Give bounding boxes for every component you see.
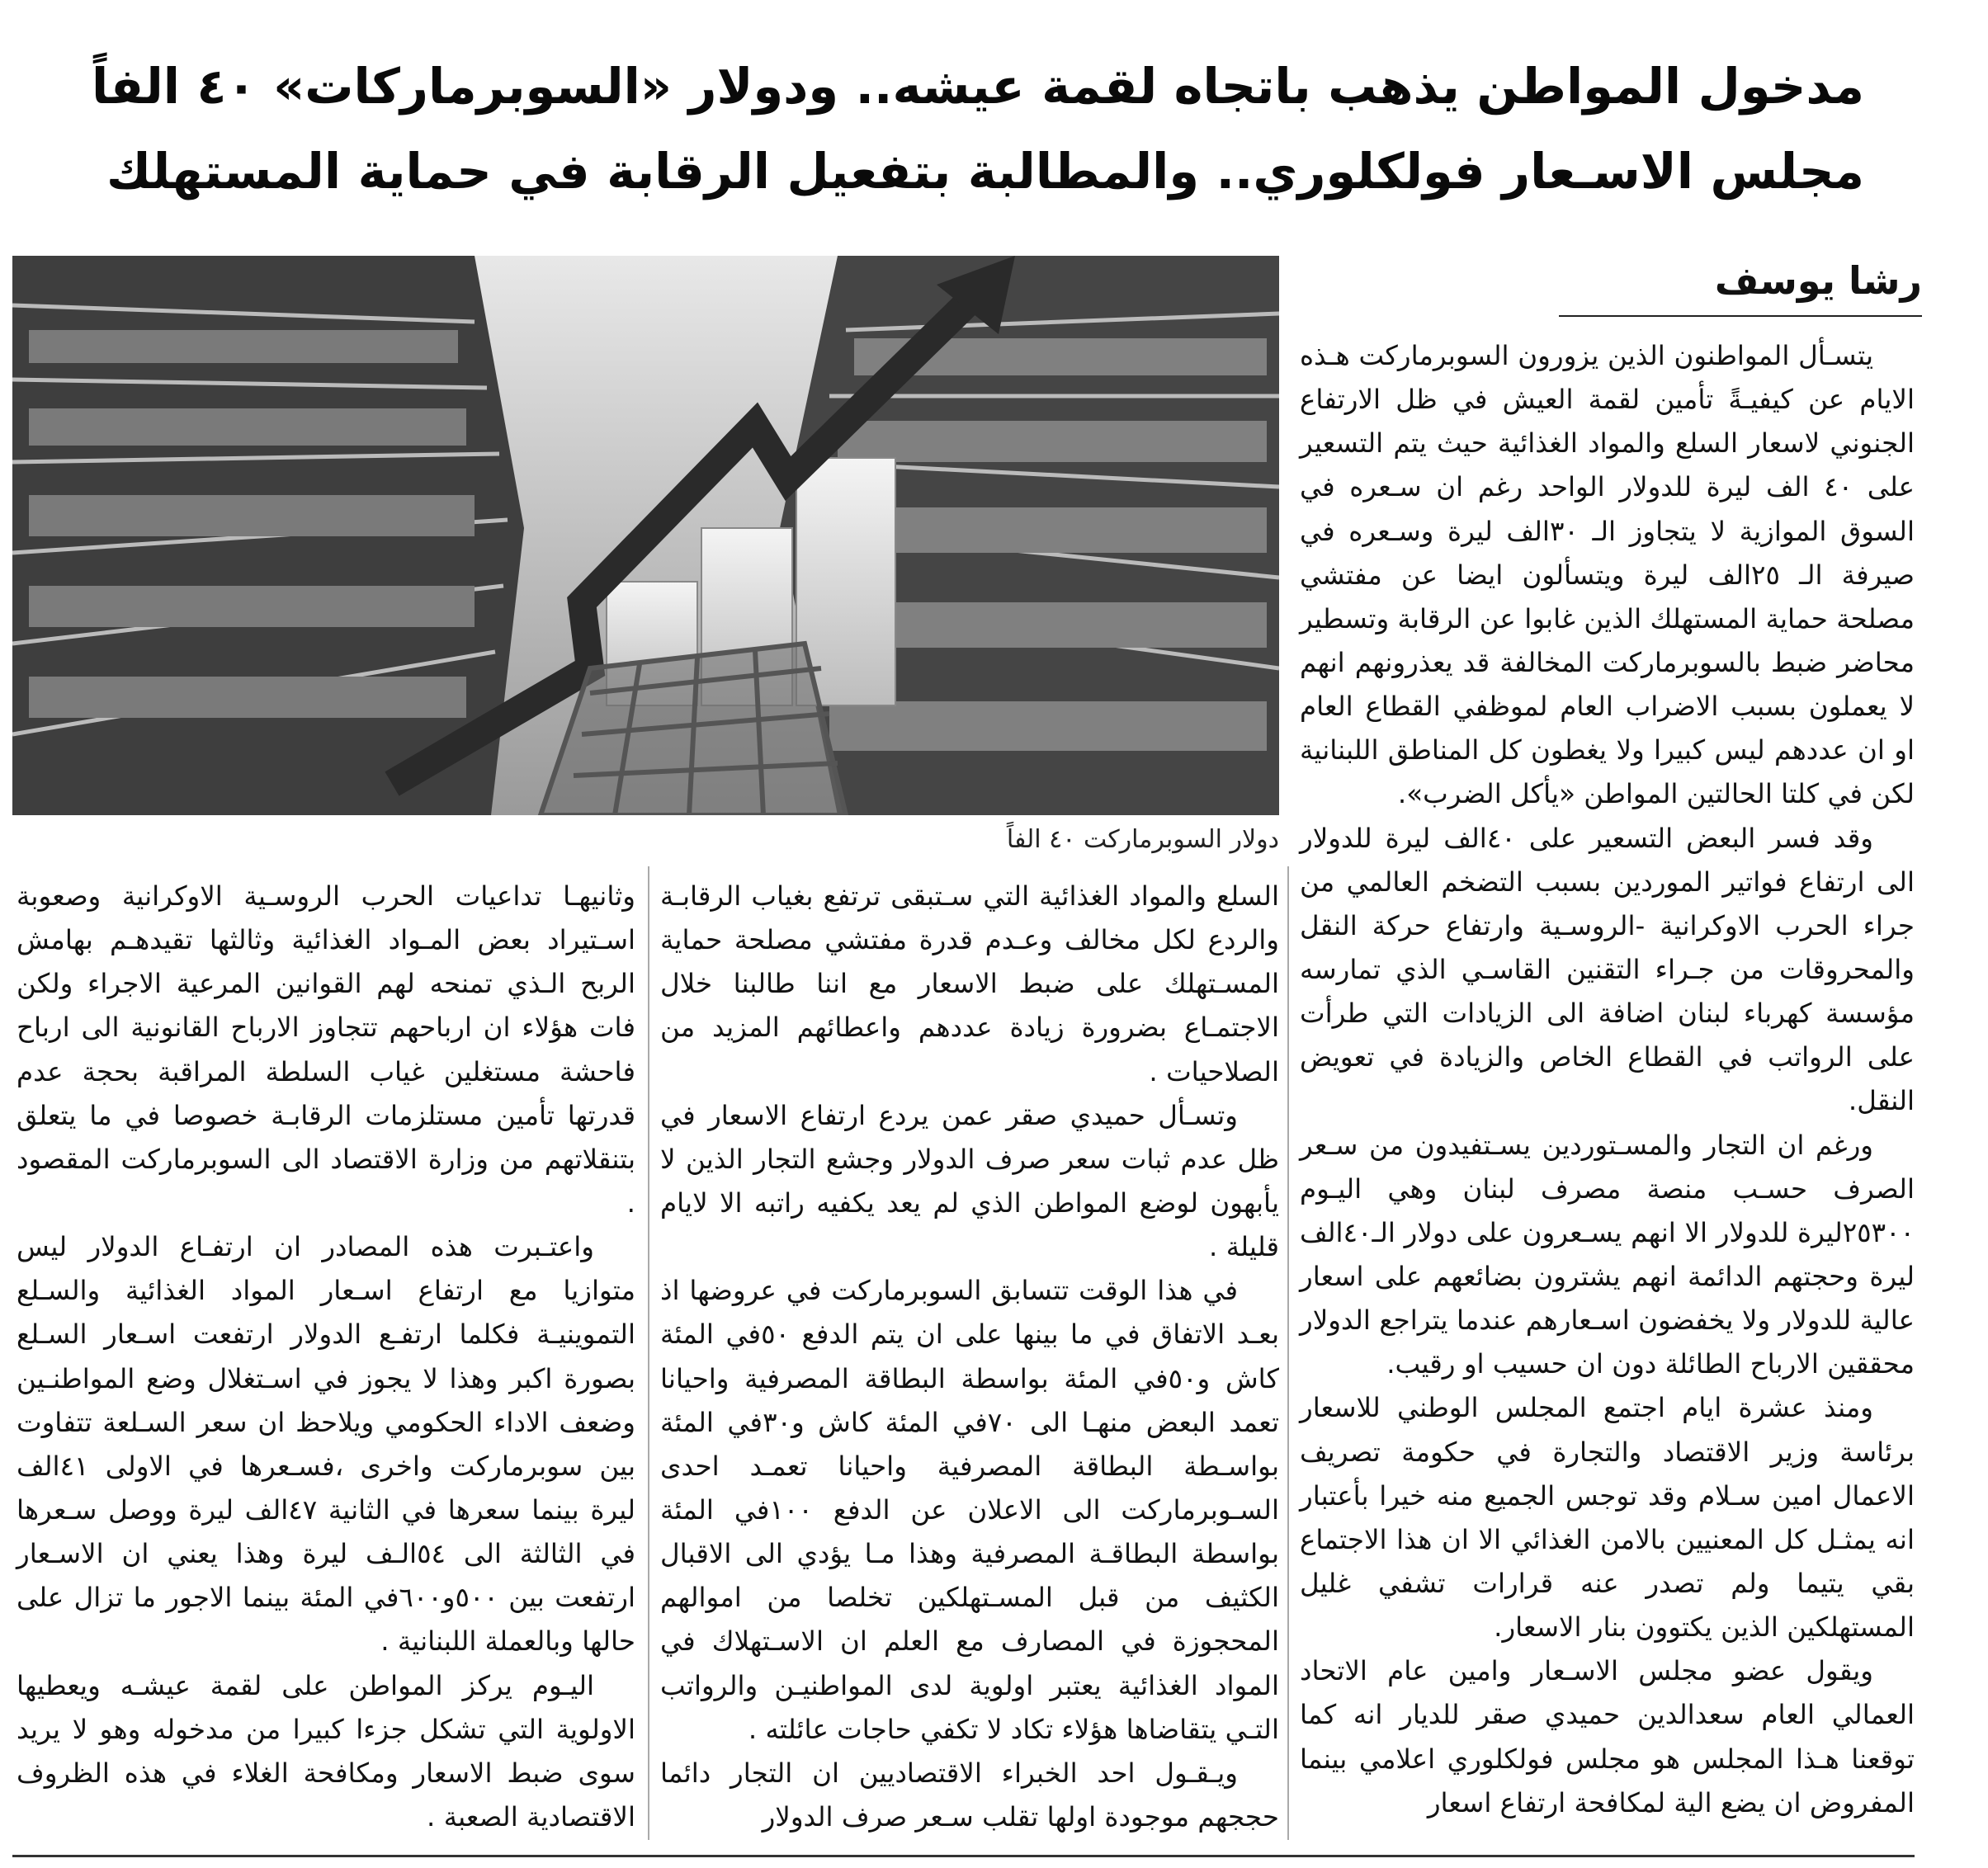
paragraph: يتسـأل المواطنون الذين يزورون السوبرماركت هـذه الايام عن كيفيـةً تأمين لقمة العيش في ظل الارتفاع الجنوني لاسعار السلع والمواد الغذائية حيث يتم التسعير على ٤٠ الف ليرة للدولار الواحد رغم ان سـعره في السوق الموازية لا يتجاوز الـ ٣٠الف ليرة وسـعره في صيرفة الـ ٢٥الف ليرة ويتسألون ايضا عن مفتشي مصلحة حماية المستهلك الذين غابوا عن الرقابة وتسطير محاضر ضبط بالسوبرماركت المخالفة قد يعذرونهم انهم لا يعملون بسبب الاضراب العام لموظفي القطاع العام او ان عددهم ليس كبيرا ولا يغطون كل المناطق اللبنانية لكن في كلتا الحالتين المواطن «يأكل الضرب». <box>1300 340 1915 810</box>
paragraph: في هذا الوقت تتسابق السوبرماركت في عروضها اذ بعـد الاتفاق في ما بينها على ان يتم الدفع ٥٠في المئة كاش و٥٠في المئة بواسطة البطاقة المصرفية واحيانا تعمد البعض منهـا الى ٧٠في المئة كاش و٣٠في المئة بواسـطة البطاقة المصرفية واحيانا تعمـد احدى السـوبرماركت الى الاعلان عن الدفع ١٠٠في المئة بواسطة البطاقـة المصرفية وهذا مـا يؤدي الى الاقبال الكثيف من قبل المسـتهلكين تخلصا من اموالهم المحجوزة في المصارف مع العلم ان الاسـتهلاك في المواد الغذائية يعتبر اولوية لدى المواطنيـن والرواتب التـي يتقاضاها هؤلاء تكاد لا تكفي حاجات عائلته . <box>660 1275 1279 1745</box>
column-divider <box>1287 866 1289 1840</box>
paragraph: ويقول عضو مجلس الاسـعار وامين عام الاتحاد العمالي العام سعدالدين حميدي صقر للديار انه كما توقعنا هـذا المجلس هو مجلس فولكلوري اعلامي بينما المفروض ان يضع الية لمكافحة ارتفاع اسعار <box>1300 1655 1915 1818</box>
paragraph: ومنذ عشرة ايام اجتمع المجلس الوطني للاسعار برئاسة وزير الاقتصاد والتجارة في حكومة تصريف الاعمال امين سـلام وقد توجس الجميع منه خيرا بأعتبار انه يمثـل كل المعنيين بالامن الغذائي الا ان هذا الاجتماع بقي يتيما ولم تصدر عنه قرارات تشفي غليل المستهلكين الذين يكتوون بنار الاسعار. <box>1300 1392 1915 1644</box>
photo-caption: دولار السوبرماركت ٤٠ الفاً <box>1006 825 1279 854</box>
page-bottom-rule <box>12 1855 1915 1857</box>
paragraph: وتسـأل حميدي صقر عمن يردع ارتفاع الاسعار في ظل عدم ثبات سعر صرف الدولار وجشع التجار الذين لا يأبهون لوضع المواطن الذي لم يعد يكفيه راتبه الا لايام قليلة . <box>660 1099 1279 1263</box>
article-column-3 <box>17 875 635 1839</box>
paragraph: واعتـبرت هذه المصادر ان ارتفـاع الدولار ليس متوازيا مع ارتفاع اسـعار المواد الغذائية والسـلع التموينيـة فكلما ارتفـع الدولار ارتفعت اسـعار السـلع بصورة اكبر وهذا لا يجوز في اسـتغلال وضع المواطنـين وضعف الاداء الحكومي ويلاحظ ان سعر السـلعة تتفاوت بين سوبرماركت واخرى ،فسـعرها في الاولى ٤١الف ليرة بينما سعرها في الثانية ٤٧الف ليرة ووصل سـعرها في الثالثة الى ٥٤الـف ليرة وهذا يعني ان الاسـعار ارتفعت بين ٥٠٠و٦٠٠في المئة بينما الاجور ما تزال على حالها وبالعملة اللبنانية . <box>17 1231 635 1658</box>
column-divider <box>648 866 649 1840</box>
paragraph: اليـوم يركز المواطن على لقمة عيشـه ويعطيها الاولوية التي تشكل جزءا كبيرا من مدخوله وهو لا يريد سوى ضبط الاسعار ومكافحة الغلاء في هذه الظروف الاقتصادية الصعبة . <box>17 1669 635 1833</box>
paragraph: السلع والمواد الغذائية التي سـتبقى ترتفع بغياب الرقابـة والردع لكل مخالف وعـدم قدرة مفتشي مصلحة حماية المسـتهلك على ضبط الاسعار مع اننا طالبنا خلال الاجتمـاع بضرورة زيادة عددهم واعطائهم المزيد من الصلاحيات . <box>660 880 1279 1087</box>
article-photo <box>12 256 1279 815</box>
article-column-2 <box>660 875 1279 1839</box>
byline: رشا يوسف <box>1714 258 1922 303</box>
article-column-1 <box>1300 334 1915 1825</box>
paragraph: ورغم ان التجار والمسـتوردين يسـتفيدون من سـعر الصرف حسـب منصة مصرف لبنان وهي اليـوم ٢٥٣٠٠ليرة للدولار الا انهم يسـعرون على دولار الـ٤٠الف ليرة وحجتهم الدائمة انهم يشترون بضائعهم على اسعار عالية للدولار ولا يخفضون اسـعارهم عندما يتراجع الدولار محققين الارباح الطائلة دون ان حسيب او رقيب. <box>1300 1129 1915 1380</box>
paragraph: وقد فسر البعض التسعير على ٤٠الف ليرة للدولار الى ارتفاع فواتير الموردين بسبب التضخم العالمي من جراء الحرب الاوكرانية -الروسـية وارتفاع حركة النقل والمحروقات من جـراء التقنين القاسـي الذي تمارسه مؤسسة كهرباء لبنان اضافة الى الزيادات التي طرأت على الرواتب في القطاع الخاص والزيادة في تعويض النقل. <box>1300 822 1915 1117</box>
paragraph: وثانيهـا تداعيات الحرب الروسـية الاوكرانية وصعوبة اسـتيراد بعض المـواد الغذائية وثالثها تقيدهـم بهامش الربح الـذي تمنحه لهم القوانين المرعية الاجراء ولكن فات هؤلاء ان ارباحهم تتجاوز الارباح القانونية الى ارباح فاحشة مستغلين غياب السلطة المراقبة بحجة عدم قدرتها تأمين مستلزمات الرقابـة خصوصا في ما يتعلق بتنقلاتهم من وزارة الاقتصاد الى السوبرماركت المقصود . <box>17 880 635 1219</box>
paragraph: ويـقـول احد الخبراء الاقتصاديين ان التجار دائما حججهم موجودة اولها تقلب سـعر صرف الدولار <box>660 1757 1279 1833</box>
headline-line-1: مدخول المواطن يذهب باتجاه لقمة عيشه.. ودولار «السوبرماركات» ٤٠ الفاً <box>92 58 1864 115</box>
supermarket-rising-prices-image <box>12 256 1279 815</box>
headline-line-2: مجلس الاسـعار فولكلوري.. والمطالبة بتفعيل الرقابة في حماية المستهلك <box>106 143 1864 200</box>
byline-divider <box>1559 315 1922 317</box>
